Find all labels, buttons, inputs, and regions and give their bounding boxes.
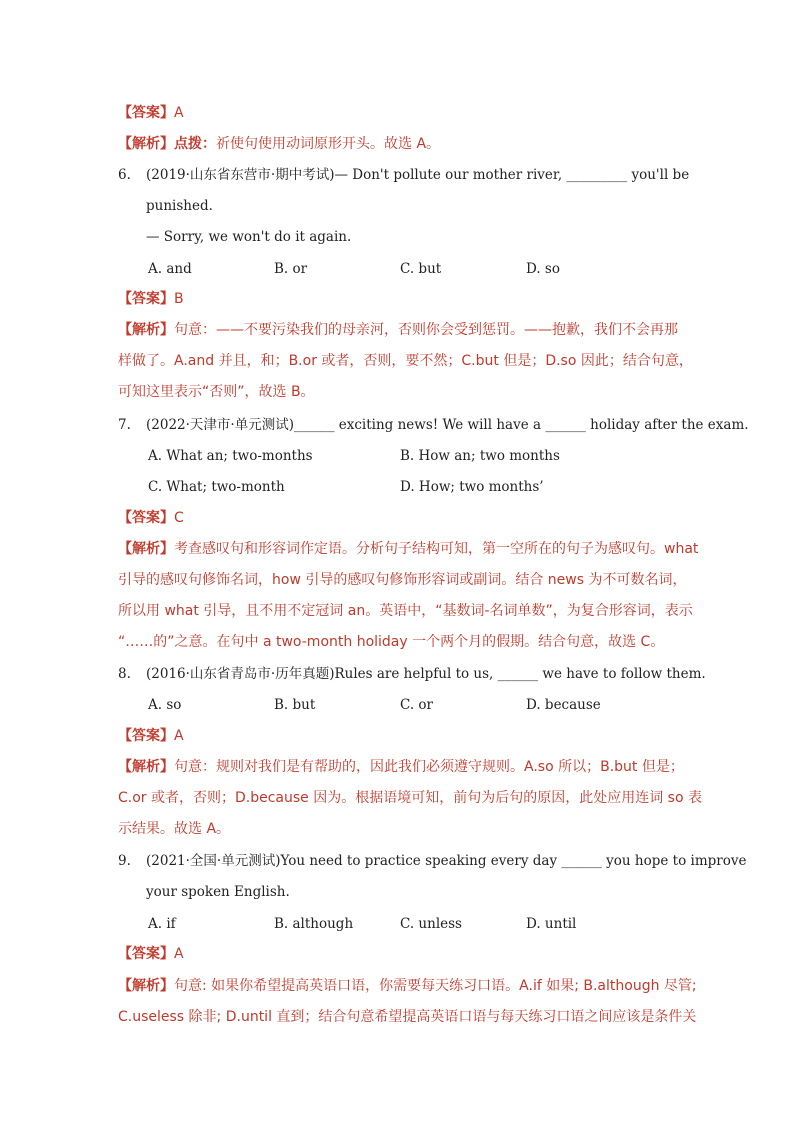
analysis-label: 【解析】 <box>118 541 174 557</box>
q5-answer-row <box>118 104 184 122</box>
q6-analysis-row2: 样做了。A.and 并且，和；B.or 或者，否则，要不然；C.but 但是；D.so 因此；结合句意， <box>118 353 693 369</box>
analysis-label: 【解析】 <box>118 978 174 994</box>
question-text: (2022·天津市·单元测试)______ exciting news! We will have a ______ holiday after the exam. <box>146 417 749 433</box>
answer-label: 【答案】 <box>118 510 174 526</box>
analysis-label: 【解析】 <box>118 759 174 775</box>
analysis-text: 祈使句使用动词原形开头。故选 A。 <box>216 136 441 152</box>
q6-option-a: A. and <box>148 261 192 277</box>
q9-option-c: C. unless <box>400 916 462 932</box>
q8-option-a: A. so <box>148 697 182 713</box>
q9-analysis-row1 <box>118 977 697 995</box>
q8-option-c: C. or <box>400 697 434 713</box>
question-text: (2019·山东省东营市·期中考试)— Don't pollute our mother river, _________ you'll be <box>146 167 690 183</box>
question-text: your spoken English. <box>146 884 290 900</box>
analysis-prefix: 点拨： <box>174 136 216 152</box>
answer-value: A <box>174 946 184 962</box>
analysis-text: 句意: 如果你希望提高英语口语，你需要每天练习口语。A.if 如果; B.although 尽管; <box>174 978 697 994</box>
question-text: punished. <box>146 198 213 214</box>
q8-stem-line1 <box>118 665 706 683</box>
answer-value: C <box>174 510 184 526</box>
answer-label: 【答案】 <box>118 728 174 744</box>
q8-analysis-row3: 示结果。故选 A。 <box>118 821 231 837</box>
q6-option-d: D. so <box>526 261 560 277</box>
q6-stem-line1 <box>118 166 689 184</box>
q8-option-d: D. because <box>526 697 601 713</box>
q6-option-c: C. but <box>400 261 442 277</box>
q7-analysis-row1 <box>118 540 698 558</box>
q7-analysis-row4: “……的”之意。在句中 a two-month holiday 一个两个月的假期。结合句意，故选 C。 <box>118 634 665 650</box>
q7-option-b: B. How an; two months <box>400 448 560 464</box>
q6-answer-row <box>118 290 184 308</box>
answer-label: 【答案】 <box>118 105 174 121</box>
question-number: 9. <box>118 853 131 869</box>
q5-analysis-row <box>118 135 440 153</box>
analysis-text: 考查感叹句和形容词作定语。分析句子结构可知，第一空所在的句子为感叹句。what <box>174 541 699 557</box>
q7-answer-row <box>118 509 184 527</box>
analysis-text: 句意：——不要污染我们的母亲河，否则你会受到惩罚。——抱歉，我们不会再那 <box>174 322 678 338</box>
q9-answer-row <box>118 945 184 963</box>
q8-option-b: B. but <box>274 697 316 713</box>
q6-analysis-row1 <box>118 321 678 339</box>
q8-analysis-row1 <box>118 758 684 776</box>
question-number: 7. <box>118 417 131 433</box>
analysis-label: 【解析】 <box>118 136 174 152</box>
q9-option-a: A. if <box>148 916 176 932</box>
answer-value: B <box>174 291 184 307</box>
q9-stem-line1 <box>118 852 746 870</box>
q7-stem-line1 <box>118 416 749 434</box>
question-number: 6. <box>118 167 131 183</box>
analysis-label: 【解析】 <box>118 322 174 338</box>
q9-option-d: D. until <box>526 916 577 932</box>
question-text: — Sorry, we won't do it again. <box>146 229 352 245</box>
answer-label: 【答案】 <box>118 946 174 962</box>
q9-option-b: B. although <box>274 916 354 932</box>
q9-analysis-row2: C.useless 除非; D.until 直到；结合句意希望提高英语口语与每天练习口语之间应该是条件关 <box>118 1009 697 1025</box>
question-number: 8. <box>118 666 131 682</box>
q7-option-c: C. What; two-month <box>148 479 285 495</box>
q6-stem-line2 <box>146 197 213 215</box>
q8-analysis-row2: C.or 或者，否则；D.because 因为。根据语境可知，前句为后句的原因，此处应用连词 so 表 <box>118 790 702 806</box>
answer-label: 【答案】 <box>118 291 174 307</box>
q7-analysis-row2: 引导的感叹句修饰名词，how 引导的感叹句修饰形容词或副词。结合 news 为不可数名词， <box>118 572 687 588</box>
q6-option-b: B. or <box>274 261 308 277</box>
analysis-text: 句意：规则对我们是有帮助的，因此我们必须遵守规则。A.so 所以；B.but 但是； <box>174 759 684 775</box>
q9-stem-line2 <box>146 883 290 901</box>
question-text: (2021·全国·单元测试)You need to practice speaking every day ______ you hope to improve <box>146 853 747 869</box>
q8-answer-row <box>118 727 184 745</box>
q7-option-d: D. How; two months’ <box>400 479 544 495</box>
q6-stem-line3 <box>146 228 351 246</box>
q7-option-a: A. What an; two-months <box>148 448 313 464</box>
answer-value: A <box>174 105 184 121</box>
answer-value: A <box>174 728 184 744</box>
q6-analysis-row3: 可知这里表示“否则”，故选 B。 <box>118 384 315 400</box>
question-text: (2016·山东省青岛市·历年真题)Rules are helpful to us, ______ we have to follow them. <box>146 666 706 682</box>
q7-analysis-row3: 所以用 what 引导，且不用不定冠词 an。英语中，“基数词-名词单数”，为复合形容词，表示 <box>118 603 693 619</box>
